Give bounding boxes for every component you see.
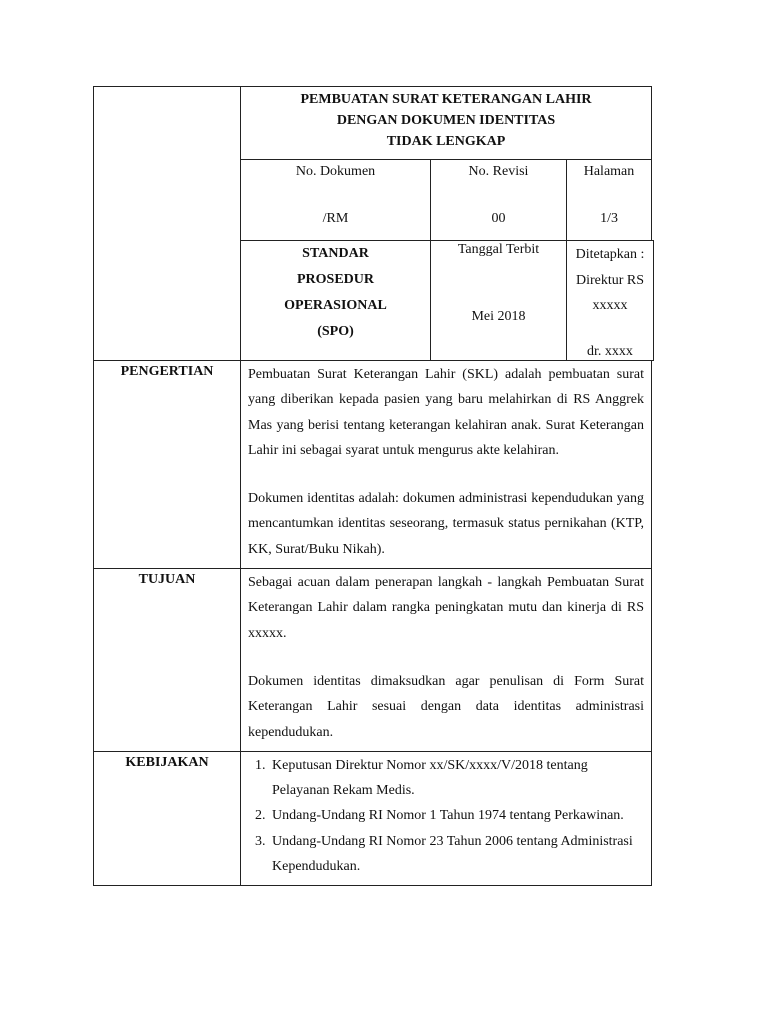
halaman-cell: [567, 160, 652, 241]
kebijakan-list: [248, 753, 644, 879]
ditetapkan-name: dr. xxxx: [587, 344, 633, 359]
no-dokumen-value: /RM: [322, 211, 349, 226]
title-line-2: DENGAN DOKUMEN IDENTITAS: [336, 113, 556, 128]
logo-cell: [94, 87, 241, 361]
ditetapkan-by: Direktur RS xxxxx: [575, 273, 645, 313]
title-line-1: PEMBUATAN SURAT KETERANGAN LAHIR: [300, 92, 592, 107]
tujuan-paragraph-2: Dokumen identitas dimaksudkan agar penulisan di Form Surat Keterangan Lahir sesuai dengan data identitas administrasi kependudukan.: [248, 673, 645, 740]
ditetapkan-cell: [567, 241, 654, 361]
pengertian-row: [94, 361, 654, 569]
kebijakan-item-1: 1. Keputusan Direktur Nomor xx/SK/xxxx/V/2018 tentang Pelayanan Rekam Medis.: [269, 753, 644, 804]
no-revisi-label: No. Revisi: [468, 164, 529, 179]
halaman-value: 1/3: [600, 211, 618, 226]
pengertian-paragraph-2: Dokumen identitas adalah: dokumen administrasi kependudukan yang mencantumkan identitas seseorang, termasuk status pernikahan (KTP, KK, Surat/Buku Nikah).: [248, 491, 645, 557]
pengertian-label: PENGERTIAN: [94, 361, 241, 569]
spo-line-2: PROSEDUR: [296, 272, 374, 287]
kebijakan-label: KEBIJAKAN: [94, 751, 241, 885]
kebijakan-content: [241, 751, 652, 885]
tujuan-label: TUJUAN: [94, 569, 241, 752]
no-dokumen-label: No. Dokumen: [295, 164, 376, 179]
kebijakan-item-3: 3. Undang-Undang RI Nomor 23 Tahun 2006 tentang Administrasi Kependudukan.: [269, 829, 644, 880]
spo-label: [241, 241, 431, 361]
spo-line-1: STANDAR: [302, 246, 369, 261]
no-revisi-cell: [431, 160, 567, 241]
tanggal-terbit-cell: [431, 241, 567, 361]
ditetapkan-label: Ditetapkan :: [575, 247, 645, 262]
tanggal-terbit-value: Mei 2018: [471, 309, 526, 324]
title-line-3: TIDAK LENGKAP: [386, 134, 506, 149]
header-row: [94, 87, 654, 160]
tujuan-content: [241, 569, 652, 752]
pengertian-paragraph-1: Pembuatan Surat Keterangan Lahir (SKL) adalah pembuatan surat yang diberikan kepada pasien yang baru melahirkan di RS Anggrek Mas yang berisi tentang keterangan kelahiran anak. Surat Keterangan Lahir ini sebagai syarat untuk mengurus akte kelahiran.: [248, 367, 645, 458]
halaman-label: Halaman: [583, 164, 635, 179]
tujuan-row: [94, 569, 654, 752]
tujuan-paragraph-1: Sebagai acuan dalam penerapan langkah - langkah Pembuatan Surat Keterangan Lahir dalam rangka peningkatan mutu dan kinerja di RS xxxxx.: [248, 575, 645, 641]
no-dokumen-cell: [241, 160, 431, 241]
document-title: [241, 87, 652, 160]
no-revisi-value: 00: [491, 211, 506, 226]
kebijakan-item-2: 2. Undang-Undang RI Nomor 1 Tahun 1974 tentang Perkawinan.: [269, 803, 644, 828]
tanggal-terbit-label: Tanggal Terbit: [457, 242, 540, 257]
kebijakan-row: [94, 751, 654, 885]
pengertian-content: [241, 361, 652, 569]
spo-table: [93, 86, 654, 886]
spo-line-4: (SPO): [317, 324, 354, 339]
spo-line-3: OPERASIONAL: [284, 298, 387, 313]
